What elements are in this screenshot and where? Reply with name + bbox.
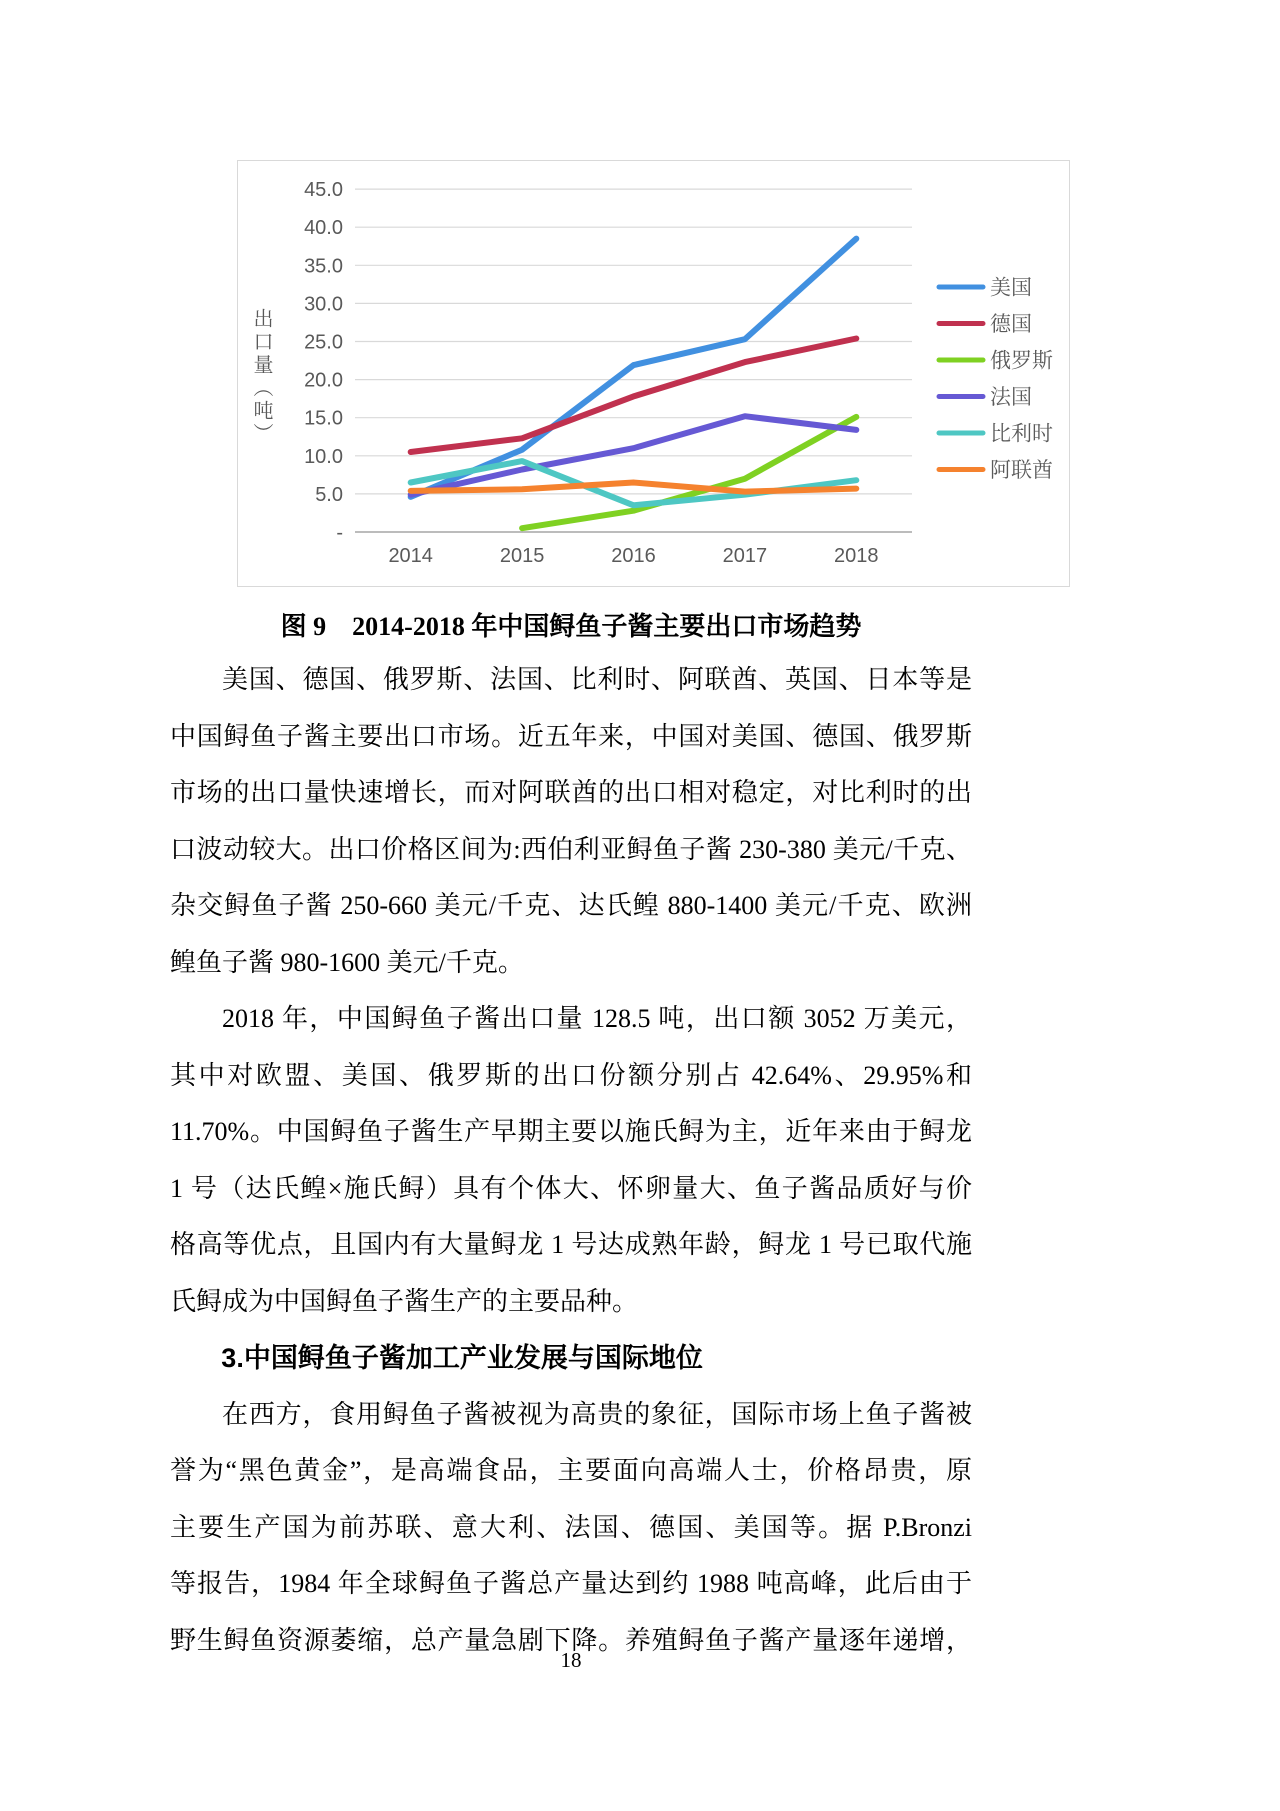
legend-label-俄罗斯: 俄罗斯 xyxy=(990,349,1053,373)
text-line: 其中对欧盟、美国、俄罗斯的出口份额分别占 42.64%、29.95%和 xyxy=(170,1060,972,1090)
paragraph-international-status xyxy=(170,1387,972,1670)
x-axis-tick-label: 2018 xyxy=(834,545,879,567)
figure-9-line-chart xyxy=(237,160,1070,587)
y-axis-tick-label: 10.0 xyxy=(304,445,343,468)
section-heading: 3.中国鲟鱼子酱加工产业发展与国际地位 xyxy=(221,1343,703,1373)
legend-label-德国: 德国 xyxy=(990,313,1032,336)
body-text xyxy=(170,652,972,1669)
series-line-美国 xyxy=(411,239,857,497)
line-chart-canvas xyxy=(237,160,1070,587)
x-axis-tick-label: 2015 xyxy=(499,545,545,567)
text-line: 格高等优点，且国内有大量鲟龙 1 号达成熟年龄，鲟龙 1 号已取代施 xyxy=(170,1230,972,1259)
y-axis-tick-label: 20.0 xyxy=(304,369,343,392)
y-axis-title: 出口量（吨） xyxy=(250,308,272,446)
series-line-德国 xyxy=(411,339,857,453)
legend-label-比利时: 比利时 xyxy=(990,422,1053,446)
y-axis-tick-label: 5.0 xyxy=(315,483,343,506)
y-axis-tick-label: 25.0 xyxy=(304,331,343,354)
text-line: 野生鲟鱼资源萎缩，总产量急剧下降。养殖鲟鱼子酱产量逐年递增， xyxy=(170,1625,972,1655)
text-line: 市场的出口量快速增长，而对阿联酋的出口相对稳定，对比利时的出 xyxy=(170,778,972,807)
figure-caption: 图 9 2014-2018 年中国鲟鱼子酱主要出口市场趋势 xyxy=(280,612,862,641)
chart-border xyxy=(238,161,1070,587)
y-axis-tick-label: 45.0 xyxy=(304,179,343,202)
text-line: 口波动较大。出口价格区间为:西伯利亚鲟鱼子酱 230-380 美元/千克、 xyxy=(170,834,972,864)
legend-label-美国: 美国 xyxy=(990,276,1032,300)
y-axis-tick-label: 15.0 xyxy=(304,407,343,430)
y-axis-tick-label: 40.0 xyxy=(304,217,343,240)
y-axis-tick-label: 35.0 xyxy=(304,255,343,278)
text-line: 誉为“黑色黄金”，是高端食品，主要面向高端人士，价格昂贵，原 xyxy=(170,1456,972,1485)
text-line: 等报告，1984 年全球鲟鱼子酱总产量达到约 1988 吨高峰，此后由于 xyxy=(170,1569,972,1598)
page-number: 18 xyxy=(560,1648,582,1672)
paragraph-2018-statistics xyxy=(170,991,972,1330)
text-line: 主要生产国为前苏联、意大利、法国、德国、美国等。据 P.Bronzi xyxy=(170,1512,972,1542)
text-line: 1 号（达氏鳇×施氏鲟）具有个体大、怀卵量大、鱼子酱品质好与价 xyxy=(170,1173,972,1203)
x-axis-tick-label: 2017 xyxy=(722,545,768,567)
text-line: 美国、德国、俄罗斯、法国、比利时、阿联酋、英国、日本等是 xyxy=(222,665,972,694)
paragraph-export-markets xyxy=(170,652,972,991)
text-line: 鳇鱼子酱 980-1600 美元/千克。 xyxy=(170,947,524,977)
text-line: 2018 年，中国鲟鱼子酱出口量 128.5 吨，出口额 3052 万美元， xyxy=(222,1004,972,1033)
x-axis-tick-label: 2014 xyxy=(388,545,433,567)
y-axis-tick-label: 30.0 xyxy=(304,293,343,316)
y-axis-tick-label: - xyxy=(336,522,343,544)
text-line: 中国鲟鱼子酱主要出口市场。近五年来，中国对美国、德国、俄罗斯 xyxy=(170,721,972,751)
text-line: 杂交鲟鱼子酱 250-660 美元/千克、达氏鳇 880-1400 美元/千克、欧洲 xyxy=(170,891,972,920)
text-line: 在西方，食用鲟鱼子酱被视为高贵的象征，国际市场上鱼子酱被 xyxy=(222,1399,972,1429)
text-line: 11.70%。中国鲟鱼子酱生产早期主要以施氏鲟为主，近年来由于鲟龙 xyxy=(170,1117,972,1146)
legend-label-法国: 法国 xyxy=(990,386,1032,409)
text-line: 氏鲟成为中国鲟鱼子酱生产的主要品种。 xyxy=(170,1286,639,1316)
legend-label-阿联酋: 阿联酋 xyxy=(990,459,1053,482)
x-axis-tick-label: 2016 xyxy=(611,545,656,567)
